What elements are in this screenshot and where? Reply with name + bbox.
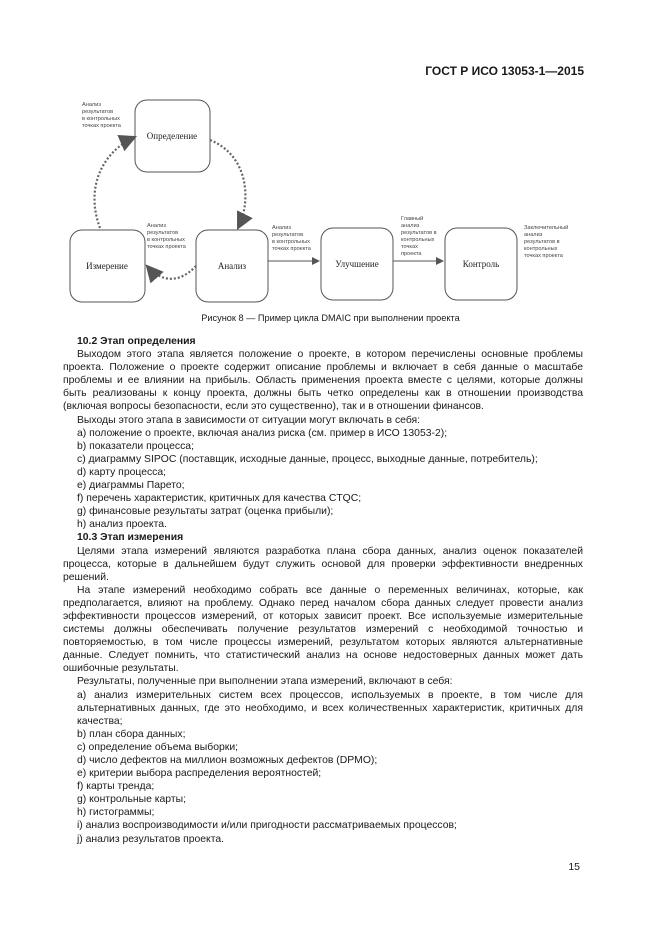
svg-text:результатов в: результатов в (401, 230, 437, 236)
section-10-2-heading: 10.2 Этап определения (77, 336, 196, 347)
list-item: a) положение о проекте, включая анализ риска (см. пример в ИСО 13053-2); (77, 427, 448, 439)
svg-text:в контрольных: в контрольных (147, 237, 185, 243)
section-10-2-outputs-intro: Выходы этого этапа в зависимости от ситуации могут включать в себя: (77, 414, 421, 426)
arrow-define-to-analyze (210, 140, 245, 228)
svg-text:результатов в: результатов в (524, 239, 560, 245)
arrow-measure-to-define (94, 137, 135, 228)
list-item: d) число дефектов на миллион возможных дефектов (DPMO); (77, 755, 378, 766)
dmaic-diagram-svg (60, 95, 600, 310)
svg-text:точках проекта: точках проекта (82, 123, 121, 129)
list-item: a) анализ измерительных систем всех процессов, используемых в проекте, в том числе для альтернативных данных, где это необходимо, и всех количественных характеристик, критичных для качества; (77, 689, 583, 727)
list-item: b) план сбора данных; (77, 728, 186, 740)
list-item: h) анализ проекта. (77, 519, 167, 531)
dmaic-diagram (60, 95, 600, 310)
svg-text:точках: точках (401, 244, 418, 250)
section-10-3-results-intro: Результаты, полученные при выполнении этапа измерений, включают в себя: (77, 676, 453, 688)
list-item: b) показатели процесса; (77, 440, 194, 452)
svg-text:точках проекта: точках проекта (147, 244, 186, 250)
svg-text:результатов: результатов (147, 230, 179, 236)
note-improve-control (401, 215, 437, 257)
note-analyze-improve (272, 225, 312, 252)
svg-text:проекта: проекта (401, 251, 422, 257)
note-define (82, 102, 122, 129)
section-10-3-heading: 10.3 Этап измерения (77, 532, 184, 544)
section-10-2-paragraph: Выходом этого этапа является положение о проекте, в котором перечислены основные проблемы проекта. Положение о проекте содержит описание проблемы и включает в себя данные о масштабе проблемы и ее влиянии на прибыль. Область применения проекта вместе с целями, которые должны быть реализованы к концу проекта, должны быть четко определены как в отношении производства (включая вопросы безопасности, если это существенно), так и в отношении финансов. (63, 349, 583, 413)
section-10-3-paragraph: На этапе измерений необходимо собрать все данные о переменных величинах, которые, как предполагается, влияют на проблему. Однако перед началом сбора данных следует провести анализ эффективности процессов измерений, от которых зависит проект. Все используемые измерительные системы должны обеспечивать получение результатов измерений с необходимой точностью и повторяемостью, в том числе процессы измерений, результатом которых являются альтернативные данные. Следует помнить, что статистический анализ на основе недостоверных данных может дать ошибочные результаты. (63, 584, 583, 675)
list-item: j) анализ результатов проекта. (77, 833, 225, 845)
note-measure-analyze (147, 223, 187, 250)
list-item: i) анализ воспроизводимости и/или пригодности рассматриваемых процессов; (77, 820, 457, 832)
list-item: f) карты тренда; (77, 781, 155, 793)
list-item: f) перечень характеристик, критичных для качества CTQC; (77, 493, 362, 505)
note-control (524, 224, 568, 259)
list-item: e) диаграммы Парето; (77, 480, 185, 492)
list-item: e) критерии выбора распределения вероятностей; (77, 768, 322, 780)
svg-text:результатов: результатов (272, 232, 304, 238)
control-label: Контроль (462, 259, 500, 269)
improve-label: Улучшение (335, 259, 379, 269)
svg-text:результатов: результатов (82, 109, 114, 115)
figure-caption: Рисунок 8 — Пример цикла DMAIC при выполнении проекта (201, 313, 460, 323)
svg-text:точках проекта: точках проекта (272, 246, 311, 252)
list-item: h) гистограммы; (77, 807, 155, 819)
analyze-label: Анализ (217, 261, 247, 271)
svg-text:анализ: анализ (401, 223, 420, 229)
document-body (63, 335, 583, 846)
list-item: g) финансовые результаты затрат (оценка прибыли); (77, 506, 334, 518)
svg-text:в контрольных: в контрольных (82, 116, 120, 122)
svg-text:анализ: анализ (524, 232, 543, 238)
svg-text:Главный: Главный (401, 216, 424, 222)
list-item: c) определение объема выборки; (77, 741, 239, 753)
standard-code: ГОСТ Р ИСО 13053-1—2015 (425, 64, 584, 78)
list-item: d) карту процесса; (77, 466, 167, 478)
list-item: g) контрольные карты; (77, 794, 186, 806)
arrow-analyze-to-measure (147, 266, 196, 279)
svg-text:контрольных: контрольных (401, 237, 435, 243)
define-label: Определение (146, 131, 198, 141)
svg-text:в контрольных: в контрольных (272, 239, 310, 245)
svg-text:Заключительный: Заключительный (524, 225, 569, 231)
section-10-3-paragraph: Целями этапа измерений являются разработка плана сбора данных, анализ оценок показателей процесса, которые в дальнейшем будут служить основой для проверки эффективности внедренных решений. (63, 545, 583, 583)
svg-text:Анализ: Анализ (82, 102, 101, 108)
list-item: c) диаграмму SIPOC (поставщик, исходные данные, процесс, выходные данные, потребитель); (77, 453, 538, 465)
svg-text:Анализ: Анализ (147, 223, 166, 229)
measure-label: Измерение (86, 261, 128, 271)
page-number: 15 (568, 861, 580, 873)
svg-text:точках проекта: точках проекта (524, 253, 563, 259)
svg-text:контрольных: контрольных (524, 246, 558, 252)
svg-text:Анализ: Анализ (272, 225, 291, 231)
